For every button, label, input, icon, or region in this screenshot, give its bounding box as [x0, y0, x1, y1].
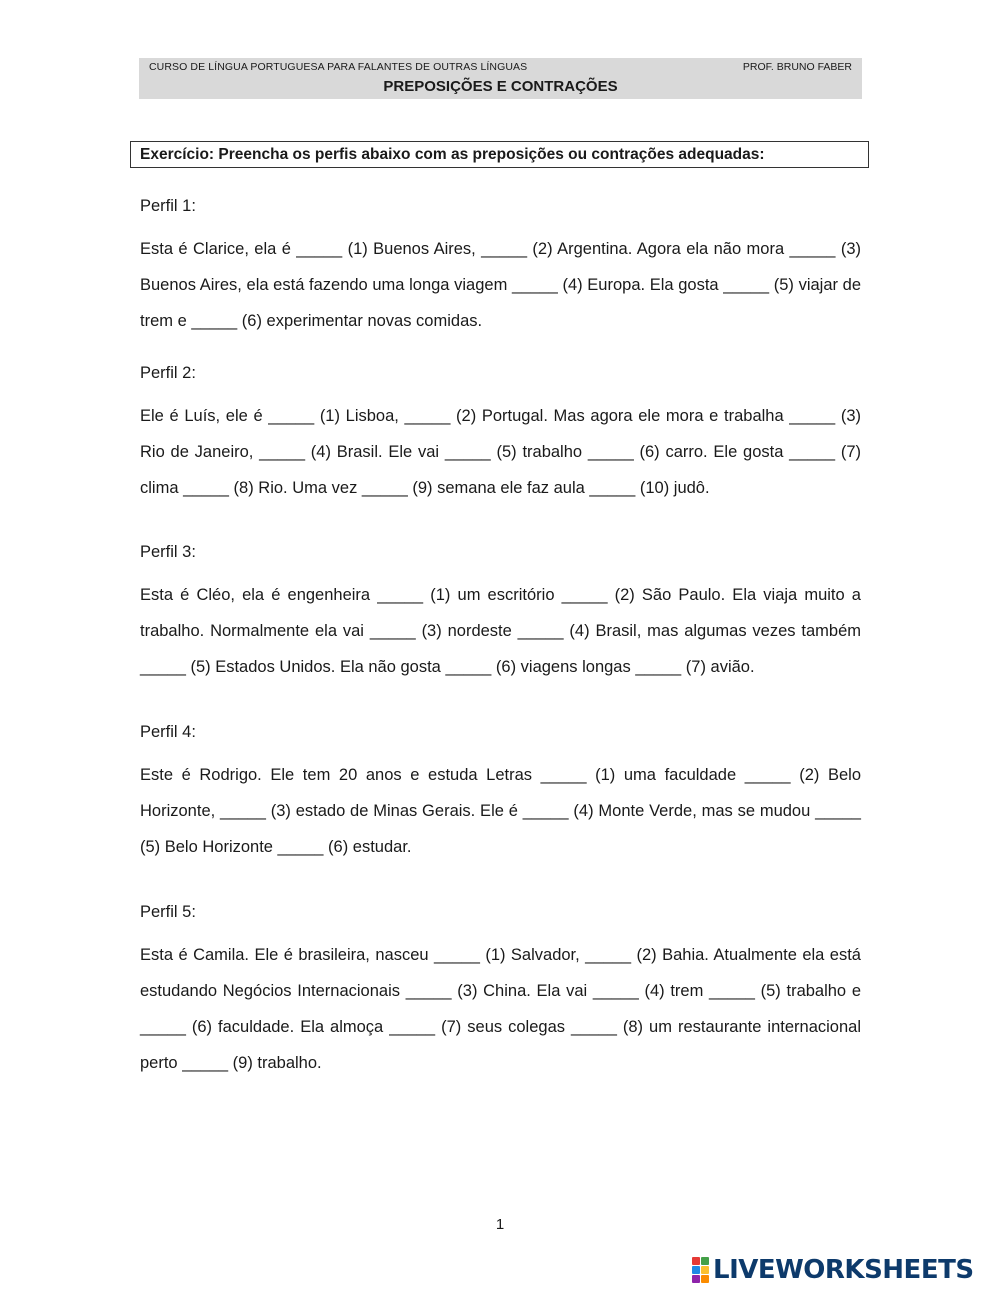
page-number: 1 — [495, 1216, 505, 1233]
profile-title: Perfil 4: — [140, 723, 196, 741]
exercise-instruction: Exercício: Preencha os perfis abaixo com as preposições ou contrações adequadas: — [130, 141, 869, 168]
profile-text: Esta é Cléo, ela é engenheira _____ (1) um escritório _____ (2) São Paulo. Ela viaja muito a trabalho. Normalmente ela vai _____ (3) nordeste _____ (4) Brasil, mas algumas vezes também _____ (5) Estados Unidos. Ela não gosta _____ (6) viagens longas _____ (7) avião. — [140, 586, 861, 676]
profile-text: Ele é Luís, ele é _____ (1) Lisboa, _____ (2) Portugal. Mas agora ele mora e trabalha _____ (3) Rio de Janeiro, _____ (4) Brasil. Ele vai _____ (5) trabalho _____ (6) carro. Ele gosta _____ (7) clima _____ (8) Rio. Uma vez _____ (9) semana ele faz aula _____ (10) judô. — [140, 407, 861, 497]
profile-title: Perfil 2: — [140, 364, 196, 382]
profile-text: Esta é Clarice, ela é _____ (1) Buenos Aires, _____ (2) Argentina. Agora ela não mora _____ (3) Buenos Aires, ela está fazendo uma longa viagem _____ (4) Europa. Ela gosta _____ (5) viajar de trem e _____ (6) experimentar novas comidas. — [140, 240, 861, 330]
course-name: CURSO DE LÍNGUA PORTUGUESA PARA FALANTES DE OUTRAS LÍNGUAS — [149, 61, 528, 73]
profile-1 — [140, 195, 861, 339]
document-header — [139, 58, 862, 99]
logo-block — [692, 1275, 700, 1283]
logo-text: LIVEWORKSHEETS — [713, 1255, 974, 1285]
liveworksheets-logo — [692, 1257, 974, 1283]
profile-title: Perfil 5: — [140, 903, 196, 921]
profile-2 — [140, 362, 861, 506]
logo-block — [692, 1257, 700, 1265]
profile-title: Perfil 1: — [140, 197, 196, 215]
profile-title: Perfil 3: — [140, 543, 196, 561]
profile-text: Esta é Camila. Ele é brasileira, nasceu _____ (1) Salvador, _____ (2) Bahia. Atualmente ela está estudando Negócios Internacionais _____ (3) China. Ela vai _____ (4) trem _____ (5) trabalho e _____ (6) faculdade. Ela almoça _____ (7) seus colegas _____ (8) um restaurante internacional perto _____ (9) trabalho. — [140, 946, 861, 1072]
profile-5 — [140, 901, 861, 1081]
logo-block — [692, 1266, 700, 1274]
professor-name: PROF. BRUNO FABER — [742, 61, 852, 73]
logo-block — [701, 1266, 709, 1274]
profile-3 — [140, 541, 861, 685]
page-title: PREPOSIÇÕES E CONTRAÇÕES — [383, 78, 618, 95]
logo-block — [701, 1275, 709, 1283]
profile-4 — [140, 721, 861, 865]
profile-text: Este é Rodrigo. Ele tem 20 anos e estuda Letras _____ (1) uma faculdade _____ (2) Belo Horizonte, _____ (3) estado de Minas Gerais. Ele é _____ (4) Monte Verde, mas se mudou _____ (5) Belo Horizonte _____ (6) estudar. — [140, 766, 861, 856]
logo-block — [701, 1257, 709, 1265]
liveworksheets-logo-icon — [692, 1257, 709, 1283]
